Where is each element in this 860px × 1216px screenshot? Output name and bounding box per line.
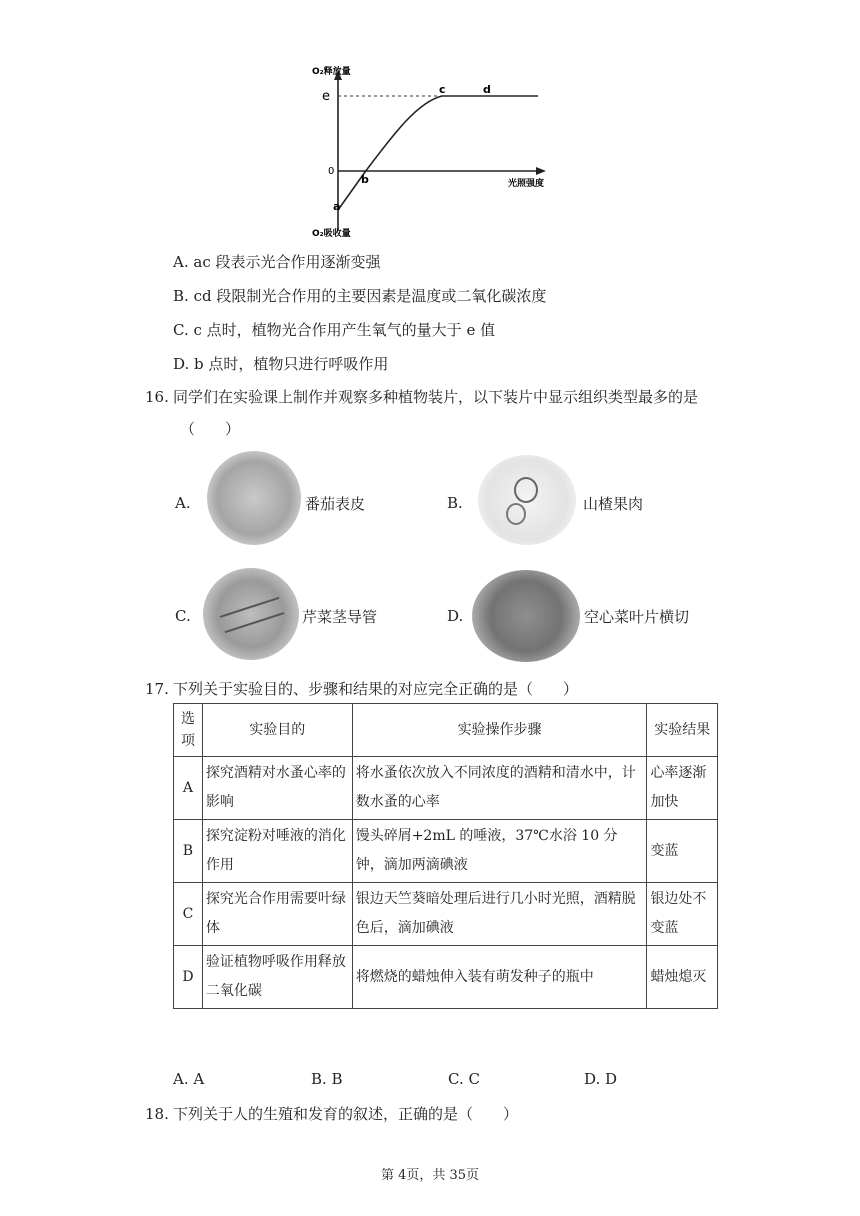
header-steps: 实验操作步骤: [352, 704, 647, 757]
table-row: C 探究光合作用需要叶绿体 银边天竺葵暗处理后进行几小时光照，酒精脱色后，滴加碘液 银边处不变蓝: [174, 883, 718, 946]
point-c: c: [439, 83, 446, 96]
q16-option-c-letter: C.: [175, 607, 191, 625]
q16-stem: 16. 同学们在实验课上制作并观察多种植物装片，以下装片中显示组织类型最多的是: [145, 388, 699, 406]
q17-answer-a: A. A: [173, 1070, 205, 1088]
curve: [338, 96, 538, 210]
water-spinach-leaf-section-image: [472, 570, 580, 662]
x-label: 光照强度: [508, 179, 545, 189]
hawthorn-pulp-image: [478, 455, 576, 545]
table-row: B 探究淀粉对唾液的消化作用 馒头碎屑+2mL 的唾液，37℃水浴 10 分钟，滴加两滴碘液 变蓝: [174, 820, 718, 883]
celery-vessel-image: [203, 568, 299, 660]
q17-stem: 17. 下列关于实验目的、步骤和结果的对应完全正确的是（ ）: [145, 680, 579, 698]
page-footer: 第 4页，共 35页: [380, 1168, 480, 1183]
q16-option-d-letter: D.: [447, 607, 464, 625]
table-header-row: [174, 704, 718, 757]
tomato-epidermis-image: [207, 451, 301, 545]
q16-option-a-label: 番茄表皮: [305, 495, 366, 513]
q16-option-a-letter: A.: [175, 494, 191, 512]
experiment-table: [173, 703, 718, 1009]
x-axis-arrow: [536, 167, 546, 175]
point-d: d: [483, 83, 491, 96]
point-b: b: [361, 173, 369, 186]
header-result: 实验结果: [647, 704, 718, 757]
q17-answer-c: C. C: [448, 1070, 480, 1088]
table-row: A 探究酒精对水蚤心率的影响 将水蚤依次放入不同浓度的酒精和清水中，计数水蚤的心率 心率逐渐加快: [174, 757, 718, 820]
point-a: a: [333, 200, 341, 213]
q16-option-c-label: 芹菜茎导管: [302, 608, 378, 626]
q16-option-d-label: 空心菜叶片横切: [584, 608, 690, 626]
q17-answer-b: B. B: [311, 1070, 343, 1088]
q15-option-b: B. cd 段限制光合作用的主要因素是温度或二氧化碳浓度: [173, 287, 547, 305]
q15-option-c: C. c 点时，植物光合作用产生氧气的量大于 e 值: [173, 321, 496, 339]
point-zero: 0: [328, 166, 335, 177]
q15-option-d: D. b 点时，植物只进行呼吸作用: [173, 355, 389, 373]
y-bottom-label: O₂吸收量: [312, 229, 351, 239]
table-row: D 验证植物呼吸作用释放二氧化碳 将燃烧的蜡烛伸入装有萌发种子的瓶中 蜡烛熄灭: [174, 946, 718, 1009]
photosynthesis-graph: [300, 62, 560, 240]
q18-stem: 18. 下列关于人的生殖和发育的叙述，正确的是（ ）: [145, 1105, 519, 1123]
q17-answer-d: D. D: [584, 1070, 618, 1088]
point-e: e: [322, 89, 330, 104]
q15-option-a: A. ac 段表示光合作用逐渐变强: [173, 253, 381, 271]
q16-option-b-letter: B.: [447, 494, 463, 512]
y-top-label: O₂释放量: [312, 67, 351, 77]
header-goal: 实验目的: [202, 704, 352, 757]
q16-option-b-label: 山楂果肉: [583, 495, 644, 513]
header-option: 选项: [174, 704, 203, 757]
q16-paren: （ ）: [180, 420, 241, 438]
